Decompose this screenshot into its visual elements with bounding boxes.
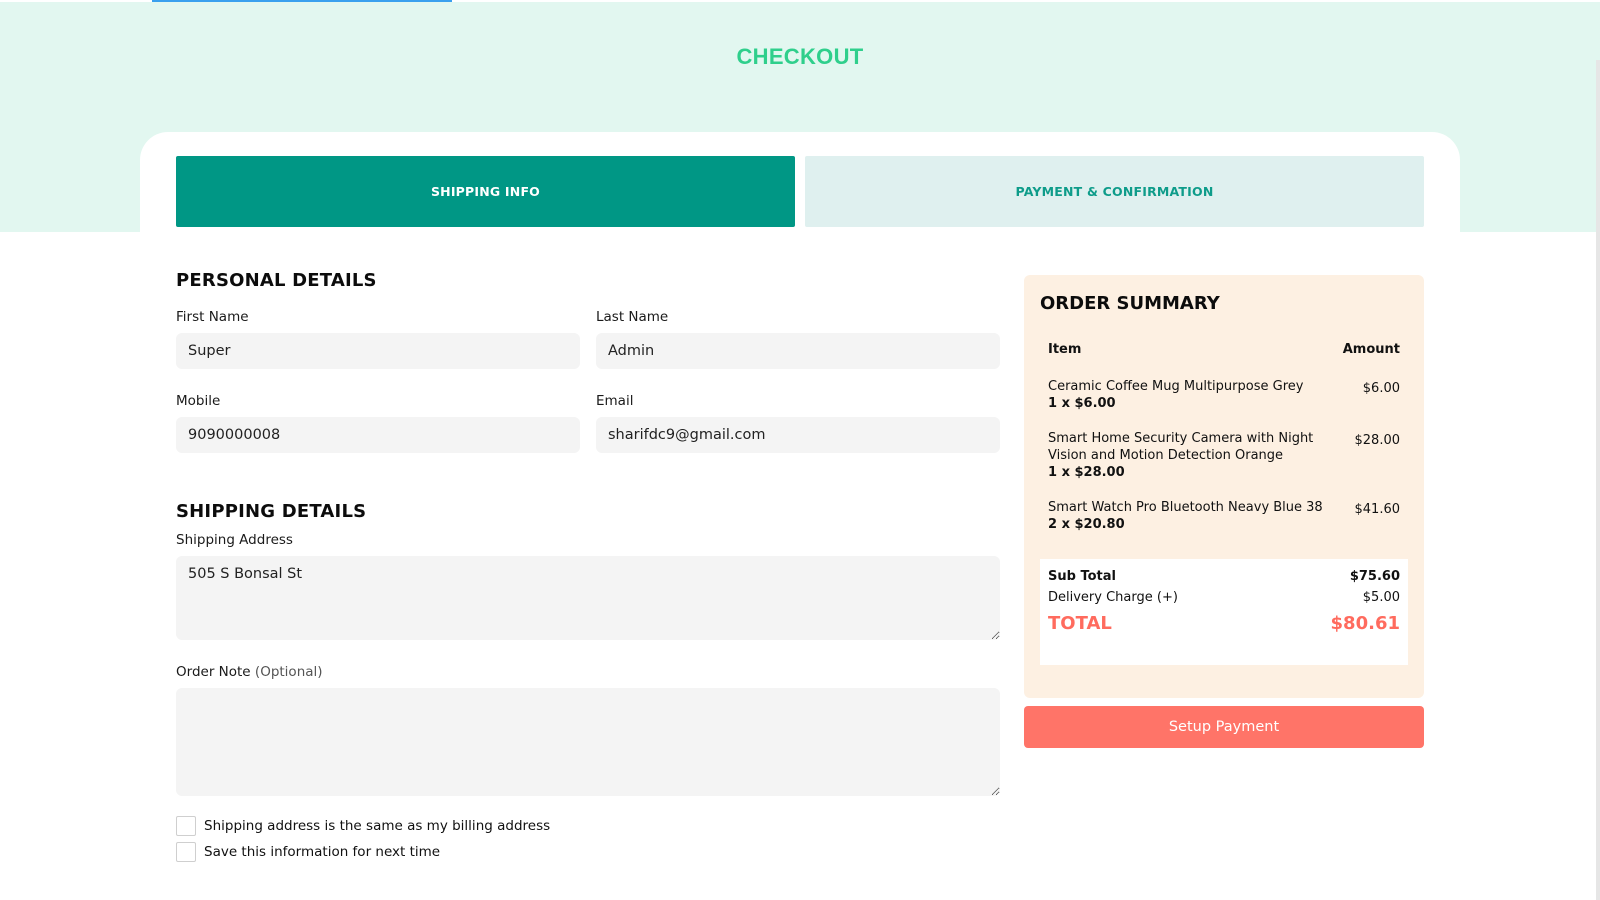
shipping-form	[176, 270, 1000, 868]
item-name: Smart Home Security Camera with Night Vision and Motion Detection Orange	[1048, 431, 1314, 463]
order-summary-heading: ORDER SUMMARY	[1040, 293, 1220, 314]
mobile-label: Mobile	[176, 393, 221, 409]
personal-details-heading: PERSONAL DETAILS	[176, 270, 377, 291]
first-name-field[interactable]	[176, 333, 580, 369]
shipping-address-label: Shipping Address	[176, 532, 293, 548]
same-billing-option[interactable]	[176, 816, 1000, 836]
order-note-field[interactable]	[176, 688, 1000, 796]
last-name-label: Last Name	[596, 309, 669, 325]
total-value: $80.61	[1330, 613, 1400, 634]
total-label: TOTAL	[1048, 613, 1112, 634]
order-note-label-text: Order Note	[176, 664, 251, 680]
summary-item	[1048, 499, 1400, 533]
email-label: Email	[596, 393, 634, 409]
save-info-label: Save this information for next time	[204, 844, 441, 860]
checkout-steps	[176, 156, 1424, 227]
subtotal-value: $75.60	[1349, 569, 1400, 584]
email-field[interactable]	[596, 417, 1000, 453]
delivery-row	[1048, 590, 1400, 605]
tab-payment-confirmation[interactable]: PAYMENT & CONFIRMATION	[805, 156, 1424, 227]
totals-box	[1040, 559, 1408, 665]
page-title: CHECKOUT	[736, 44, 864, 69]
mobile-field[interactable]	[176, 417, 580, 453]
delivery-label: Delivery Charge (+)	[1048, 590, 1178, 605]
same-billing-checkbox[interactable]	[176, 816, 196, 836]
shipping-address-field[interactable]	[176, 556, 1000, 640]
same-billing-label: Shipping address is the same as my billing address	[204, 818, 551, 834]
item-quantity: 1 x $28.00	[1048, 465, 1125, 480]
delivery-value: $5.00	[1362, 590, 1400, 605]
summary-item	[1048, 430, 1400, 481]
order-summary-panel	[1024, 275, 1424, 698]
item-amount: $28.00	[1354, 433, 1400, 448]
item-column-header: Item	[1048, 342, 1082, 357]
item-quantity: 2 x $20.80	[1048, 517, 1125, 532]
first-name-label: First Name	[176, 309, 249, 325]
subtotal-label: Sub Total	[1048, 569, 1116, 584]
summary-header-row	[1048, 342, 1400, 357]
page-scrollbar[interactable]	[1596, 60, 1600, 900]
save-info-checkbox[interactable]	[176, 842, 196, 862]
order-note-label	[176, 664, 1000, 680]
total-row	[1048, 613, 1400, 634]
shipping-details-heading: SHIPPING DETAILS	[176, 501, 367, 522]
tab-shipping-info[interactable]: SHIPPING INFO	[176, 156, 795, 227]
subtotal-row	[1048, 569, 1400, 584]
save-info-option[interactable]	[176, 842, 1000, 862]
item-name: Smart Watch Pro Bluetooth Neavy Blue 38	[1048, 500, 1323, 515]
optional-hint: (Optional)	[254, 664, 323, 680]
setup-payment-button[interactable]: Setup Payment	[1024, 706, 1424, 748]
summary-item	[1048, 378, 1400, 412]
item-quantity: 1 x $6.00	[1048, 396, 1116, 411]
amount-column-header: Amount	[1342, 342, 1400, 357]
item-amount: $41.60	[1354, 502, 1400, 517]
item-amount: $6.00	[1362, 381, 1400, 396]
item-name: Ceramic Coffee Mug Multipurpose Grey	[1048, 379, 1304, 394]
last-name-field[interactable]	[596, 333, 1000, 369]
